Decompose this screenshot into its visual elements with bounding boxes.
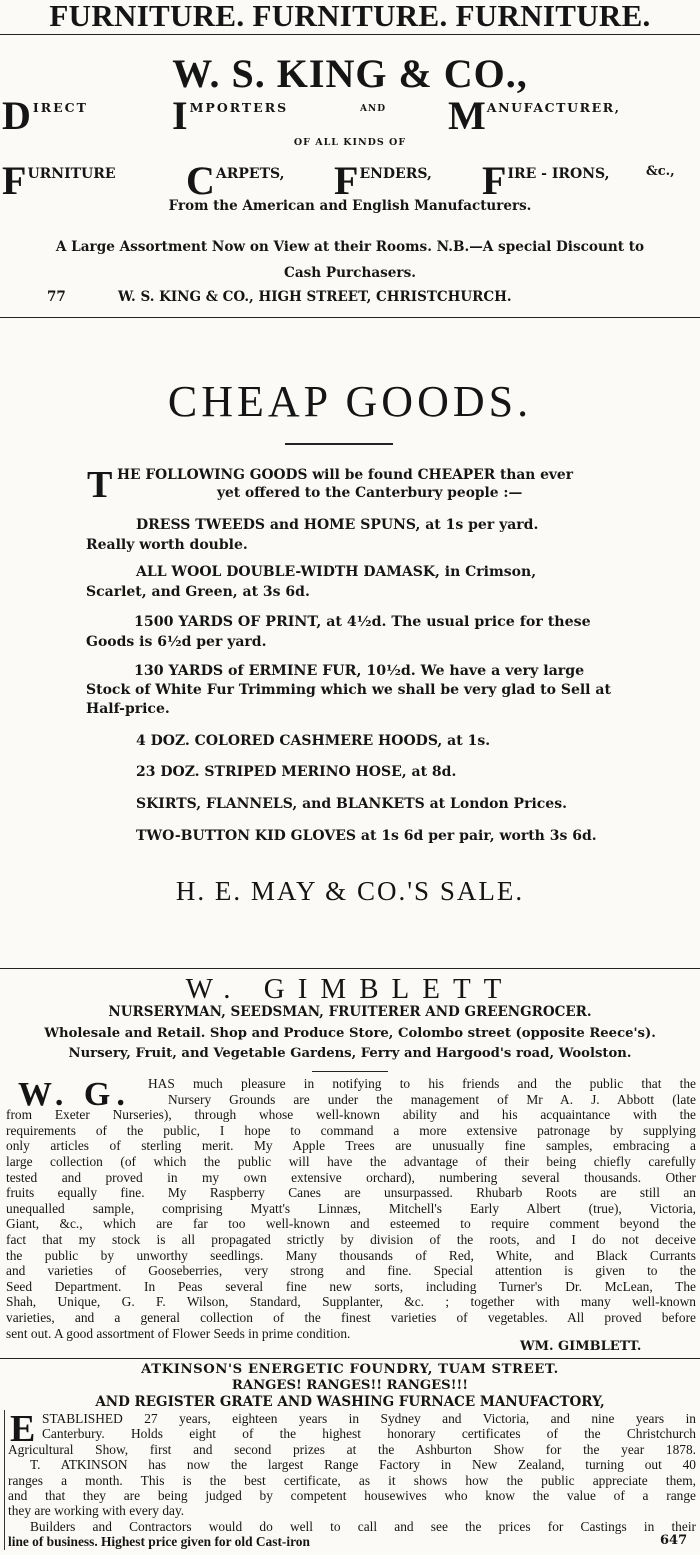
cheap-item-cont: Goods is 6½d per yard. (86, 634, 267, 650)
atkinson-line: Canterbury. Holds eight of the highest honorary certificates of the Christchurch (42, 1426, 696, 1442)
cheap-item: ALL WOOL DOUBLE-WIDTH DAMASK, in Crimson, (136, 564, 537, 580)
cheap-item: 23 DOZ. STRIPED MERINO HOSE, at 8d. (136, 764, 457, 780)
cheap-item: 1500 YARDS OF PRINT, at 4½d. The usual price for these (134, 614, 591, 630)
gimblett-line: large collection (of which the public will have the advantage of their being chiefly carefully (6, 1154, 696, 1169)
gimblett-line: requirements of the public, I hope to command a more extensive patronage by supplying (6, 1122, 696, 1138)
gimblett-shop: Wholesale and Retail. Shop and Produce Store, Colombo street (opposite Reece's). (44, 1026, 656, 1041)
king-direct (2, 93, 88, 138)
king-etc: &c., (646, 164, 675, 179)
gimblett-line: fact that my stock is all propagated strictly by division of the roots, and I do not deceive (6, 1232, 696, 1247)
cheap-item: DRESS TWEEDS and HOME SPUNS, at 1s per yard. (136, 517, 539, 533)
cheap-item: SKIRTS, FLANNELS, and BLANKETS at London Prices. (136, 796, 567, 812)
gimblett-line: HAS much pleasure in notifying to his friends and the public that the (148, 1076, 696, 1091)
king-address: W. S. KING & CO., HIGH STREET, CHRISTCHURCH. (118, 289, 512, 305)
atkinson-head-2: RANGES! RANGES!! RANGES!!! (231, 1378, 469, 1393)
king-and: AND (360, 104, 387, 114)
gimblett-line: Seed Department. In Peas several fine new sorts, including Turner's Dr. McLean, The (6, 1278, 696, 1294)
gimblett-line: Shah, Unique, G. F. Wilson, Standard, Supplanter, &c. ; together with many well-known (6, 1294, 696, 1310)
gimblett-line: Giant, &c., which are far too well-known and esteemed to require comment beyond the (6, 1216, 696, 1232)
king-all-kinds: OF ALL KINDS OF (293, 137, 407, 148)
gimblett-line: Nursery Grounds are under the management of Mr A. J. Abbott (late (168, 1091, 696, 1107)
king-manufacturer (448, 93, 621, 138)
king-assortment-2: Cash Purchasers. (284, 265, 416, 281)
atkinson-line: and that they are being judged by competent housewives who know the value of a range (8, 1488, 696, 1503)
king-fire-irons (482, 158, 610, 203)
word-importers: MPORTERS (189, 100, 289, 115)
cheap-intro-cap: T (87, 464, 113, 506)
cheap-sale: H. E. MAY & CO.'S SALE. (175, 876, 525, 906)
gimblett-signature: WM. GIMBLETT. (520, 1339, 642, 1354)
drop-cap: D (2, 93, 31, 138)
atkinson-number: 647 (660, 1533, 688, 1548)
gimblett-line: the public by unworthy seedlings. Many thousands of Red, White, and Black Currants (6, 1247, 696, 1263)
word-fenders: ENDERS, (359, 166, 432, 182)
king-carpets (186, 158, 285, 203)
gimblett-trades: NURSERYMAN, SEEDSMAN, FRUITERER AND GREENGROCER. (108, 1004, 592, 1020)
cheap-item: TWO-BUTTON KID GLOVES at 1s 6d per pair, worth 3s 6d. (136, 828, 597, 844)
word-direct: IRECT (32, 100, 88, 115)
king-number: 77 (47, 289, 66, 305)
drop-cap: F (2, 158, 27, 203)
gimblett-line: varieties, and a general collection of the finest varieties of vegetables. All proved before (6, 1310, 696, 1325)
gimblett-line: from Exeter Nurseries), through whose well-known ability and his acquaintance with the (6, 1107, 696, 1123)
rule-before-atkinson (0, 1358, 700, 1359)
gimblett-name: W. GIMBLETT (185, 973, 515, 1005)
cheap-item-cont: Half-price. (86, 701, 170, 717)
cheap-title-rule (285, 443, 393, 445)
drop-cap: F (482, 158, 507, 203)
gimblett-line: unequalled sample, comprising Myatt's Linnæs, Mitchell's Early Albert (true), Victoria, (6, 1200, 696, 1216)
atkinson-drop-cap: E (10, 1408, 36, 1450)
cheap-intro-line-1: HE FOLLOWING GOODS will be found CHEAPER than ever (117, 467, 573, 483)
cheap-item: 4 DOZ. COLORED CASHMERE HOODS, at 1s. (136, 733, 491, 749)
king-fenders (334, 158, 432, 203)
gimblett-line: tested and proved in my own extensive orchard), numbering several thousands. Other (6, 1169, 696, 1185)
atkinson-line: T. ATKINSON has now the largest Range Factory in New Zealand, turning out 40 (30, 1457, 696, 1473)
cheap-item-cont: Scarlet, and Green, at 3s 6d. (86, 584, 310, 600)
gimblett-gardens: Nursery, Fruit, and Vegetable Gardens, Ferry and Hargood's road, Woolston. (68, 1046, 632, 1061)
king-from: From the American and English Manufacturers. (168, 198, 532, 214)
gimblett-line: fruits equally fine. My Raspberry Canes are unsurpassed. Rhubarb Roots are still an (6, 1185, 696, 1201)
king-furniture (2, 158, 116, 203)
gimblett-initials: W. G. (18, 1076, 131, 1113)
drop-cap: C (186, 158, 215, 203)
king-importers (172, 93, 289, 138)
gimblett-line: sent out. A good assortment of Flower Seeds in prime condition. (6, 1325, 351, 1341)
rule-before-gimblett (0, 968, 700, 969)
gimblett-line: only articles of sterling merit. My Apple Trees are unusually fine samples, embracing a (6, 1138, 696, 1154)
king-name: W. S. KING & CO., (172, 51, 528, 96)
atkinson-head-1: ATKINSON'S ENERGETIC FOUNDRY, TUAM STREET. (141, 1362, 559, 1377)
king-assortment-1: A Large Assortment Now on View at their Rooms. N.B.—A special Discount to (55, 239, 645, 255)
atkinson-line: STABLISHED 27 years, eighteen years in Sydney and Victoria, and nine years in (42, 1411, 696, 1426)
rule-after-king (0, 317, 700, 318)
atkinson-line: line of business. Highest price given for old Cast-iron (8, 1534, 310, 1550)
word-fire-irons: IRE - IRONS, (507, 166, 610, 182)
word-manufacturer: ANUFACTURER, (486, 100, 621, 115)
drop-cap: M (448, 93, 486, 138)
atkinson-head-3: AND REGISTER GRATE AND WASHING FURNACE MANUFACTORY, (95, 1394, 605, 1410)
word-carpets: ARPETS, (215, 166, 285, 182)
gimblett-short-rule (312, 1071, 388, 1072)
drop-cap: F (334, 158, 359, 203)
cheap-title: CHEAP GOODS. (167, 377, 533, 426)
atkinson-line: Builders and Contractors would do well to call and see the prices for Castings in their (30, 1518, 696, 1534)
atkinson-line: they are working with every day. (8, 1503, 185, 1519)
cheap-item: 130 YARDS of ERMINE FUR, 10½d. We have a very large (134, 663, 585, 679)
word-furniture: URNITURE (27, 166, 116, 182)
atkinson-left-rule (4, 1410, 5, 1550)
king-top-rule (0, 34, 700, 35)
gimblett-line: and varieties of Gooseberries, very strong and fine. Special attention is given to the (6, 1263, 696, 1279)
atkinson-line: ranges a month. This is the best certificate, as it shows how the public appreciate them, (8, 1472, 696, 1488)
drop-cap: I (172, 93, 188, 138)
cheap-item-cont: Really worth double. (86, 537, 248, 553)
atkinson-line: Agricultural Show, first and second prizes at the Ashburton Show for the year 1878. (8, 1441, 696, 1457)
cheap-item-cont: Stock of White Fur Trimming which we shall be very glad to Sell at (86, 682, 611, 698)
cheap-intro-line-2: yet offered to the Canterbury people :— (217, 485, 523, 501)
king-headline: FURNITURE. FURNITURE. FURNITURE. (49, 0, 651, 33)
